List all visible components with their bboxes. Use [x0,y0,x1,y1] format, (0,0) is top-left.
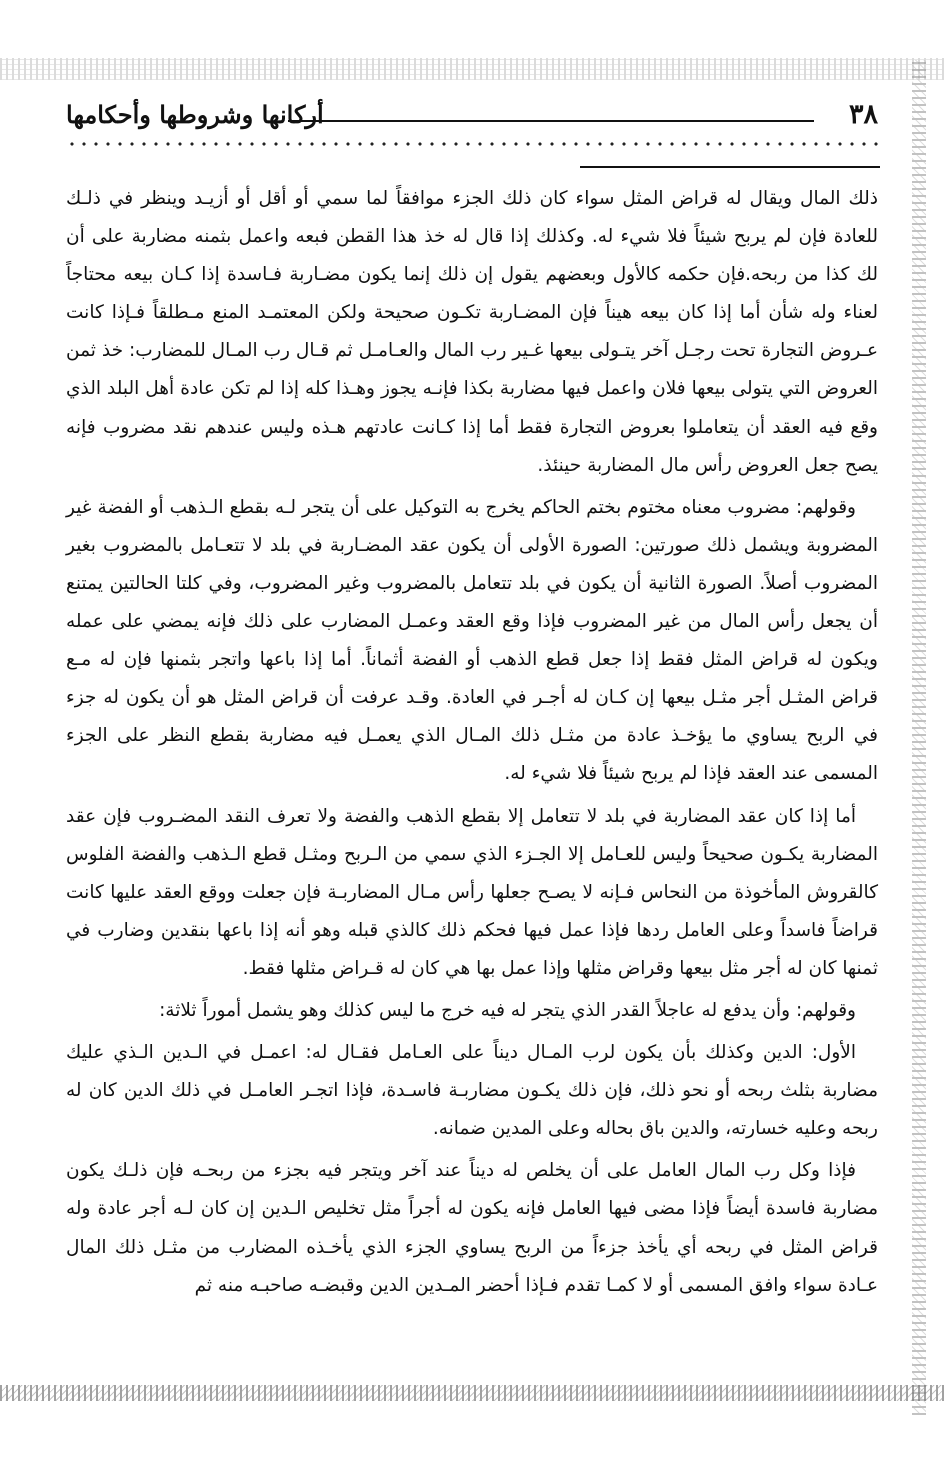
page-body [66,180,878,1309]
dotted-separator [66,140,878,148]
paragraph: أما إذا كان عقد المضاربة في بلد لا تتعامل إلا بقطع الذهب والفضة ولا تعرف النقد المضـروب فإن عقد المضاربة يكـون صحيحاً وليس للعـامل إلا الجـزء الذي سمي من الـربح ومثـل قطع الـذهب والفضة الفلوس كالقروش المأخوذة من النحاس فـإنه لا يصـح جعلها رأس مـال المضاربـة فإن جعلت ووقع العقد عليها كانت قراضاً فاسداً وعلى العامل ردها فإذا عمل فيها فحكم ذلك كالذي قبله وهو أنه إذا باعها بنقدين وضارب في ثمنها كان له أجر مثل بيعها وقراض مثلها وإذا عمل بها هي كان له قـراض مثلها فقط. [66,805,878,979]
paragraph: فإذا وكل رب المال العامل على أن يخلص له ديناً عند آخر ويتجر فيه بجزء من ربحـه فإن ذلـك يكون مضاربة فاسدة أيضاً فإذا مضى فيها العامل فإنه يكون له أجراً مثل تخليص الـدين إن كان لـه أجر عادة وله قراض المثل في ربحه أي يأخذ جزءاً من الربح يساوي الجزء الذي يأخـذه المضارب من مثـل ذلك المال عـادة سواء وافق المسمى أو لا كمـا تقدم فـإذا أحضر المـدين الدين وقبضـه صاحبـه منه ثم [66,1160,878,1296]
running-header [66,95,878,135]
paragraph: ذلك المال ويقال له قراض المثل سواء كان ذلك الجزء موافقاً لما سمي أو أقل أو أزيـد وينظر في ذلـك للعادة فإن لم يربح شيئاً فلا شيء له. وكذلك إذا قال له خذ هذا القطن فبعه واعمل بثمنه مضاربة على أن لك كذا من ربحه.فإن حكمه كالأول وبعضهم يقول إن ذلك إنما يكون مضـاربة فـاسدة إذا كـان بيعه محتاجاً لعناء وله شأن أما إذا كان بيعه هيناً فإن المضـاربة تكـون صحيحة ولكن المعتمـد المنع مـطلقاً فـإذا كانت عـروض التجارة تحت رجـل آخر يتـولى بيعها غـير رب المال والعـامـل ثم قـال رب المـال للمضارب: خذ ثمن العروض التي يتولى بيعها فلان واعمل فيها مضاربة بكذا فإنـه يجوز وهـذا كله إذا لم تكن عادة أهل البلد الذي وقع فيه العقد أن يتعاملوا بعروض التجارة فقط أما إذا كـانت عادتهم هـذه وليس عندهم نقد مضروب فإنه يصح جعل العروض رأس مال المضاربة حينئذ. [66,188,878,476]
page-number: ٣٨ [848,99,878,130]
ornamental-border-right [912,60,926,1415]
paragraph: وقولهم: مضروب معناه مختوم بختم الحاكم يخرج به التوكيل على أن يتجر لـه بقطع الـذهب أو الفضة غير المضروبة ويشمل ذلك صورتين: الصورة الأولى أن يكون عقد المضـاربة في بلد لا تتعـامل بالمضروب بغير المضروب أصلاً. الصورة الثانية أن يكون في بلد تتعامل بالمضروب وغير المضروب، وفي كلتا الحالتين يمتنع أن يجعل رأس المال من غير المضروب فإذا وقع العقد وعمـل المضارب على ذلك فإنه يمضي على عمله ويكون له قراض المثل فقط إذا جعل قطع الذهب أو الفضة أثماناً. أما إذا باعها واتجر بثمنها فإن له مـع قراض المثـل أجر مثـل بيعها إن كـان له أجـر في العادة. وقـد عرفت أن قراض المثل هو أن يكون له جزء في الربح يساوي ما يؤخـذ عادة من مثـل ذلك المـال الذي يعمـل فيه مضاربة بقطع النظر على الجزء المسمى عند العقد فإذا لم يربح شيئاً فلا شيء له. [66,496,878,785]
section-rule [580,166,880,168]
ornamental-border-bottom [0,1385,944,1401]
running-title: أركانها وشروطها وأحكامها [66,100,324,129]
ornamental-border-top [0,58,944,80]
header-rule [288,120,814,122]
paragraph: وقولهم: وأن يدفع له عاجلاً القدر الذي يتجر له فيه خرج ما ليس كذلك وهو يشمل أموراً ثلاثة: [159,999,856,1021]
paragraph: الأول: الدين وكذلك بأن يكون لرب المـال ديناً على العـامل فقـال له: اعمـل في الـدين الـذي عليك مضاربة بثلث ربحه أو نحو ذلك، فإن ذلك يكـون مضاربـة فاسـدة، فإذا اتجـر العامـل في ذلك الدين كان له ربحه وعليه خسارته، والدين باق بحاله وعلى المدين ضمانه. [66,1042,878,1140]
